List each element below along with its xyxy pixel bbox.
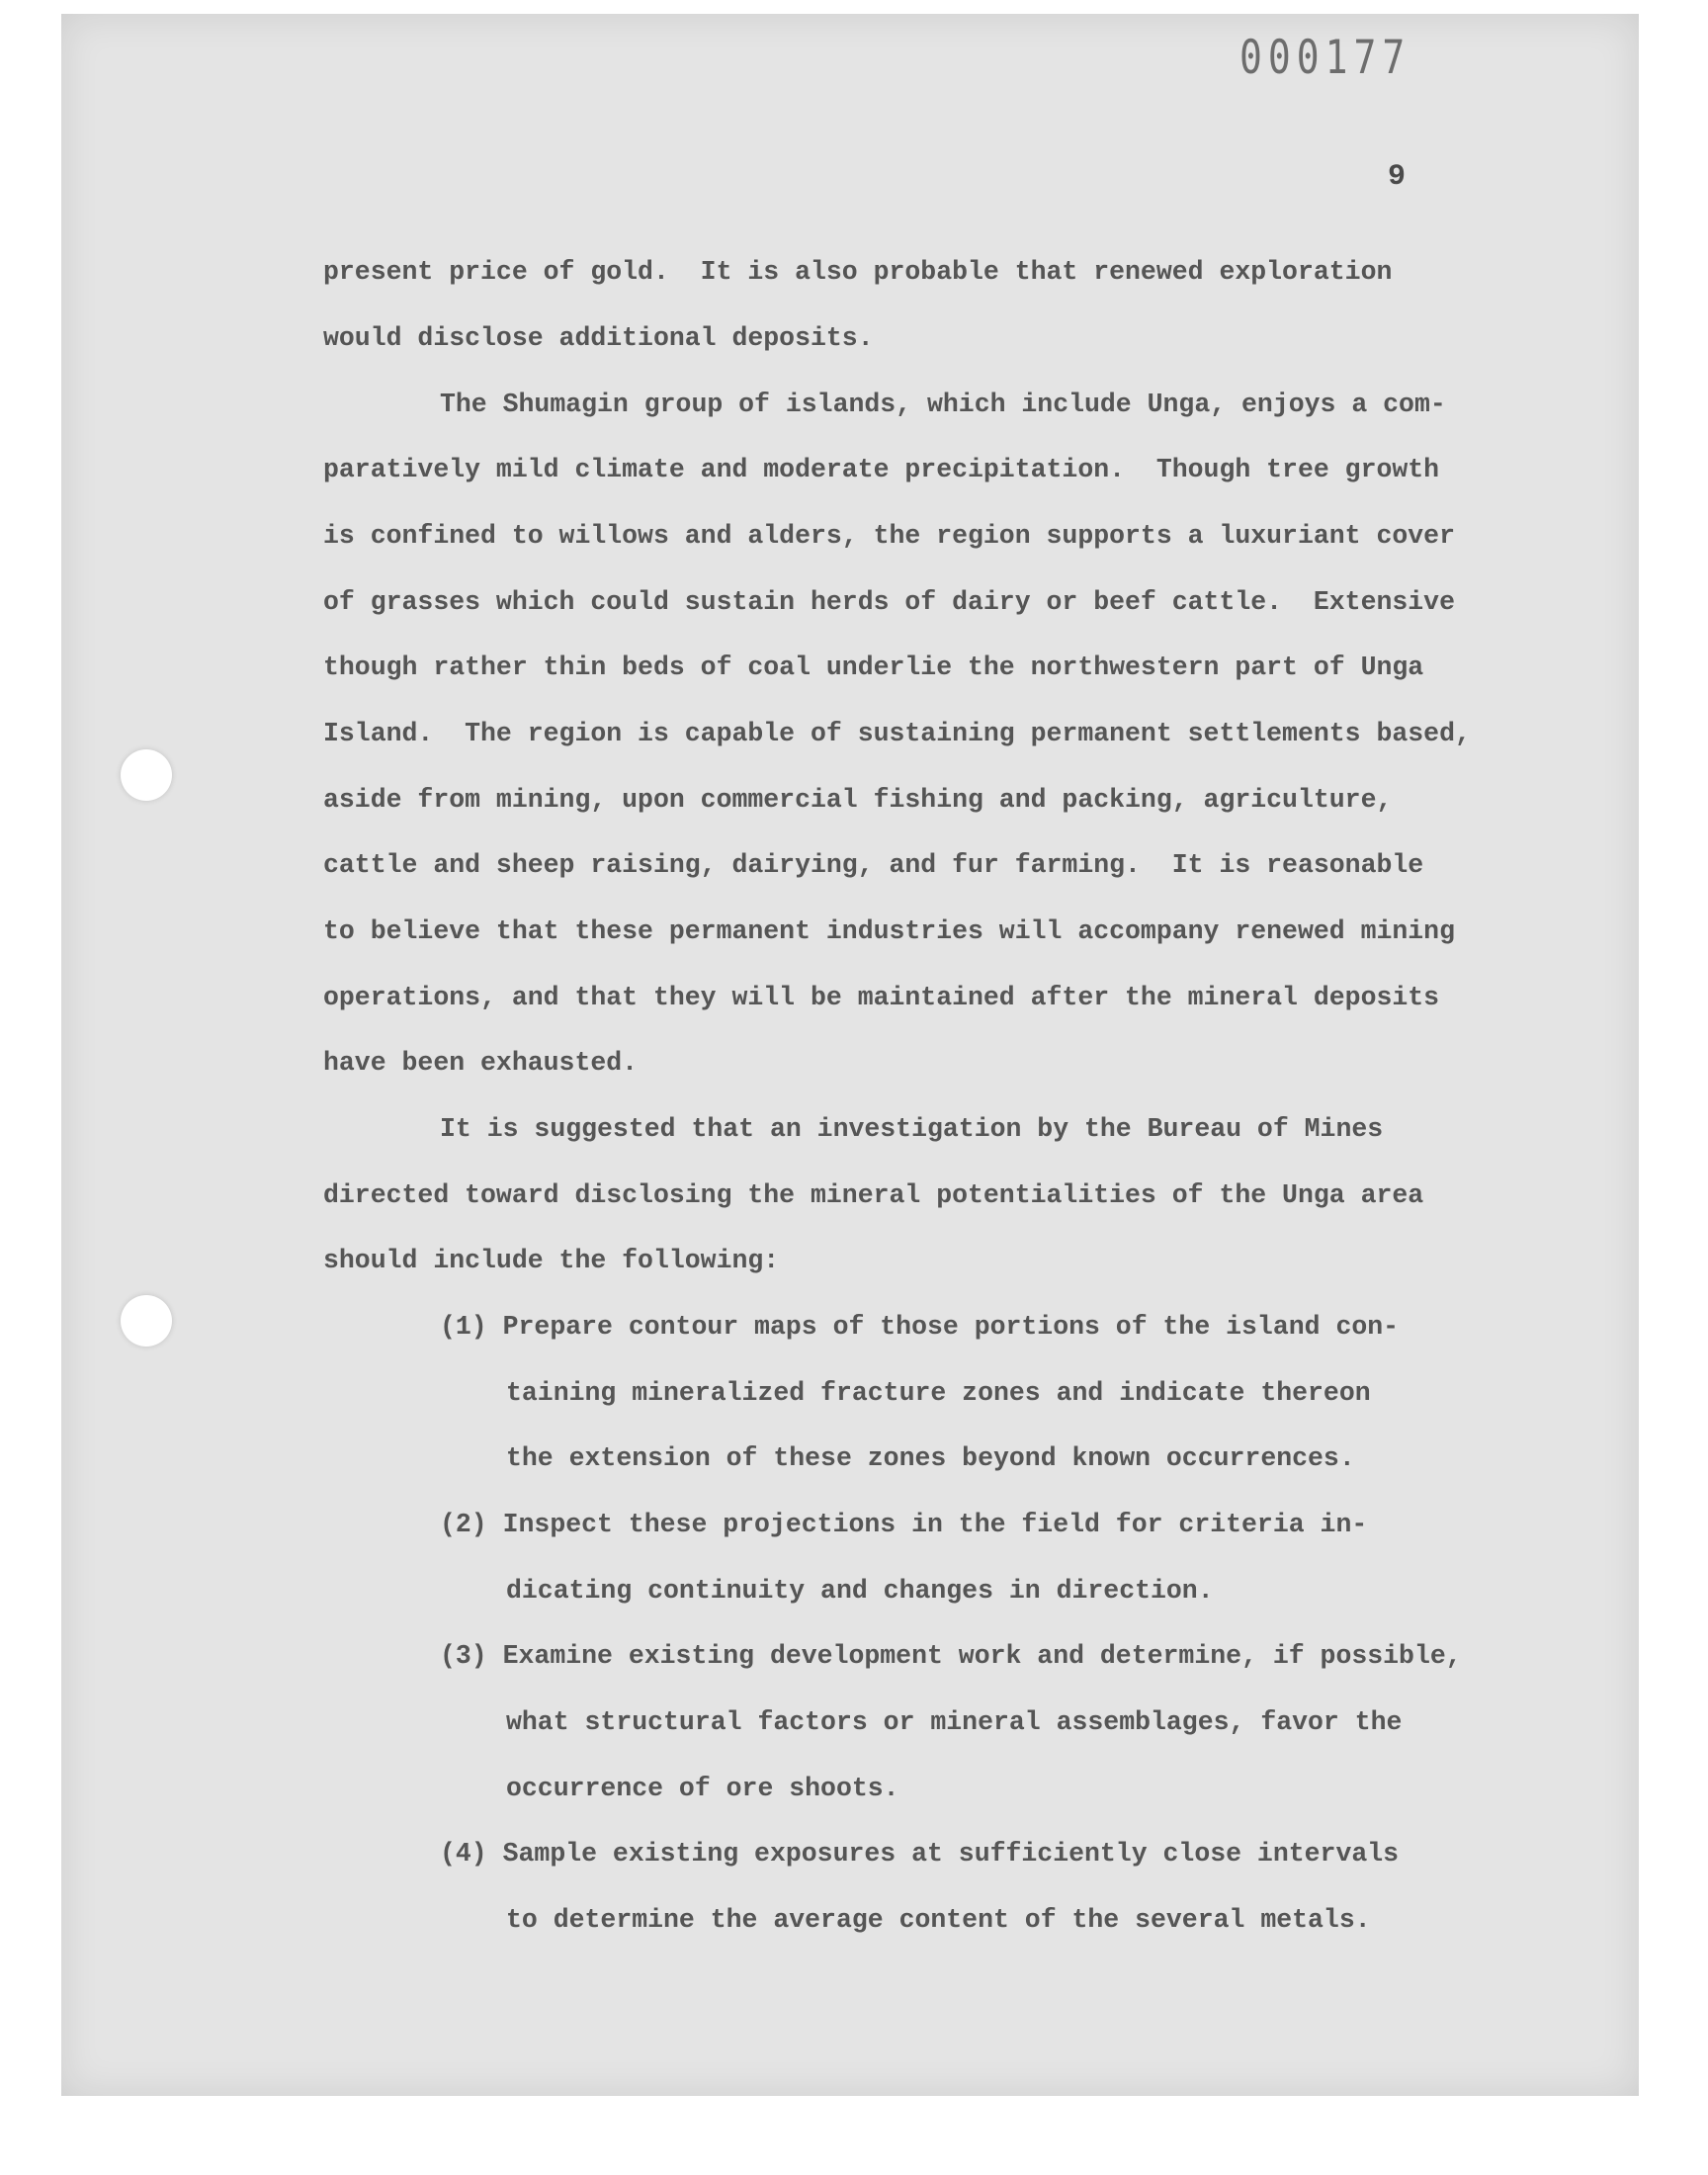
body-line: is confined to willows and alders, the region supports a luxuriant cover — [323, 521, 1455, 551]
body-line: The Shumagin group of islands, which include Unga, enjoys a com- — [440, 390, 1446, 419]
list-item-line: (1) Prepare contour maps of those portions of the island con- — [440, 1312, 1400, 1342]
body-line: cattle and sheep raising, dairying, and fur farming. It is reasonable — [323, 850, 1424, 880]
punch-hole — [121, 749, 172, 801]
list-item-line: the extension of these zones beyond known occurrences. — [506, 1443, 1355, 1473]
body-line: to believe that these permanent industries will accompany renewed mining — [323, 916, 1455, 946]
body-line: of grasses which could sustain herds of dairy or beef cattle. Extensive — [323, 587, 1455, 617]
body-line: directed toward disclosing the mineral potentialities of the Unga area — [323, 1180, 1424, 1210]
list-item-line: (4) Sample existing exposures at sufficiently close intervals — [440, 1839, 1400, 1869]
body-line: operations, and that they will be maintained after the mineral deposits — [323, 983, 1440, 1012]
list-item-line: (3) Examine existing development work and determine, if possible, — [440, 1641, 1462, 1671]
body-line: should include the following: — [323, 1246, 780, 1275]
list-item-line: what structural factors or mineral assemblages, favor the — [506, 1707, 1403, 1737]
body-line: would disclose additional deposits. — [323, 323, 874, 353]
body-line: aside from mining, upon commercial fishing and packing, agriculture, — [323, 785, 1393, 815]
list-item-line: (2) Inspect these projections in the field for criteria in- — [440, 1510, 1368, 1539]
body-line: It is suggested that an investigation by the Bureau of Mines — [440, 1114, 1384, 1144]
punch-hole — [121, 1295, 172, 1347]
body-line: though rather thin beds of coal underlie the northwestern part of Unga — [323, 652, 1424, 682]
body-line: paratively mild climate and moderate precipitation. Though tree growth — [323, 455, 1440, 484]
list-item-line: dicating continuity and changes in direction. — [506, 1576, 1214, 1606]
body-line: Island. The region is capable of sustaining permanent settlements based, — [323, 719, 1471, 748]
body-line: have been exhausted. — [323, 1048, 639, 1078]
list-item-line: occurrence of ore shoots. — [506, 1774, 899, 1803]
document-stamp-number: 000177 — [1239, 30, 1411, 84]
body-line: present price of gold. It is also probable that renewed exploration — [323, 257, 1393, 287]
page-number: 9 — [1388, 160, 1407, 194]
list-item-line: to determine the average content of the several metals. — [506, 1905, 1371, 1935]
list-item-line: taining mineralized fracture zones and indicate thereon — [506, 1378, 1371, 1408]
